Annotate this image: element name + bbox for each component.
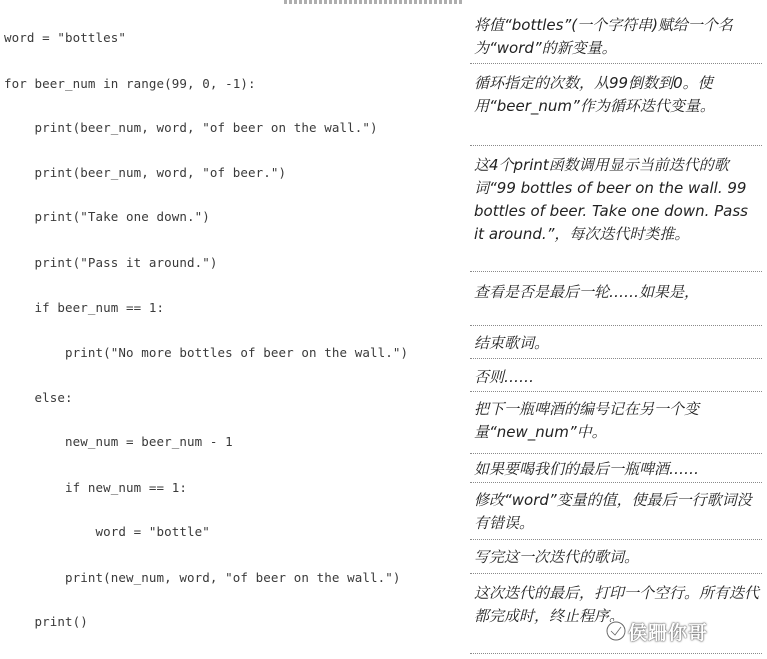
note-item xyxy=(470,154,762,272)
code-line: for beer_num in range(99, 0, -1): xyxy=(4,76,256,91)
code-line: print(beer_num, word, "of beer on the wall.") xyxy=(4,120,378,135)
code-line: if new_num == 1: xyxy=(4,480,188,495)
code-line: print(new_num, word, "of beer on the wall.") xyxy=(4,570,401,585)
code-line: else: xyxy=(4,390,73,405)
code-line: print() xyxy=(4,614,88,629)
note-item xyxy=(470,458,762,483)
note-text: 这次迭代的最后，打印一个空行。所有迭代都完成时，终止程序。 xyxy=(474,584,760,625)
watermark-text: 侯跚你哥 xyxy=(628,622,709,644)
code-line: print("No more bottles of beer on the wall.") xyxy=(4,345,409,360)
code-line: print("Take one down.") xyxy=(4,209,210,224)
note-text: 循环指定的次数，从99倒数到0。使用“beer_num”作为循环迭代变量。 xyxy=(474,74,715,115)
code-line: word = "bottles" xyxy=(4,30,127,45)
code-line: print("Pass it around.") xyxy=(4,255,218,270)
code-line: new_num = beer_num - 1 xyxy=(4,434,233,449)
note-item xyxy=(470,398,762,454)
note-item xyxy=(470,14,762,64)
note-item xyxy=(470,366,762,392)
note-text: 写完这一次迭代的歌词。 xyxy=(474,548,640,566)
note-item xyxy=(470,72,762,146)
note-text: 查看是否是最后一轮……如果是， xyxy=(474,283,700,301)
code-line: print(beer_num, word, "of beer.") xyxy=(4,165,287,180)
annotation-column xyxy=(470,0,767,659)
note-item xyxy=(470,281,762,326)
note-text: 结束歌词。 xyxy=(474,334,550,352)
note-item xyxy=(470,332,762,359)
note-item xyxy=(470,582,762,654)
note-text: 否则…… xyxy=(474,368,535,386)
note-item xyxy=(470,546,762,574)
note-text: 如果要喝我们的最后一瓶啤酒…… xyxy=(474,460,700,478)
code-line: if beer_num == 1: xyxy=(4,300,165,315)
note-text: 把下一瓶啤酒的编号记在另一个变量“new_num”中。 xyxy=(474,400,700,441)
watermark-logo-icon xyxy=(604,620,628,642)
code-line: word = "bottle" xyxy=(4,524,210,539)
note-text: 这4个print函数调用显示当前迭代的歌词“99 bottles of beer on the wall. 99 bottles of beer. Take one down. Pass it around.”，每次迭代时类推。 xyxy=(474,156,748,243)
note-text: 将值“bottles”(一个字符串)赋给一个名为“word”的新变量。 xyxy=(474,16,733,57)
note-text: 修改“word”变量的值，使最后一行歌词没有错误。 xyxy=(474,491,752,532)
note-item xyxy=(470,489,762,540)
